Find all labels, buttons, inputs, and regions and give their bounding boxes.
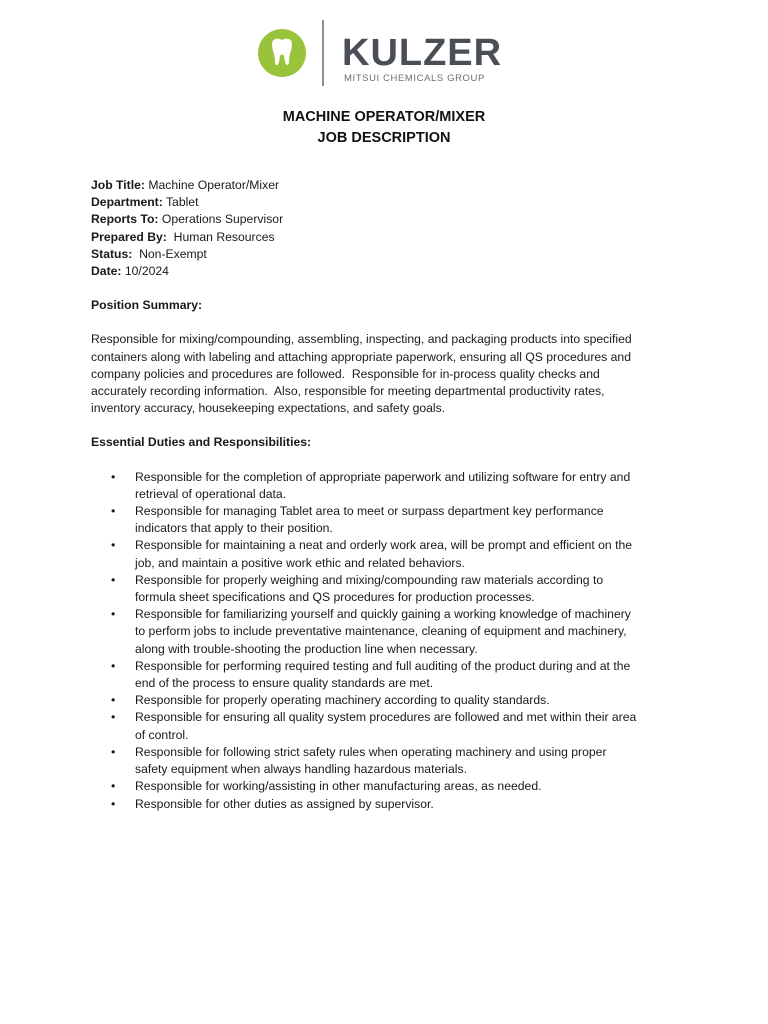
duty-line: Responsible for managing Tablet area to meet or surpass department key performance	[135, 504, 604, 519]
duty-line: formula sheet specifications and QS procedures for production processes.	[135, 590, 535, 605]
field-label: Status:	[91, 246, 133, 261]
duty-item	[91, 796, 665, 813]
bullet-icon: •	[111, 607, 116, 622]
summary-line: Responsible for mixing/compounding, assembling, inspecting, and packaging products into specified	[91, 332, 632, 347]
field-label: Job Title:	[91, 178, 145, 192]
duty-item	[91, 692, 665, 709]
duty-line: indicators that apply to their position.	[135, 521, 333, 536]
field-label: Reports To:	[91, 212, 159, 227]
duty-line: end of the process to ensure quality standards are met.	[135, 676, 434, 691]
field-value: Tablet	[162, 195, 199, 210]
field-value: Operations Supervisor	[158, 212, 284, 227]
duties-heading: Essential Duties and Responsibilities:	[91, 435, 312, 450]
bullet-icon: •	[111, 693, 116, 708]
bullet-icon: •	[111, 658, 116, 673]
duty-line: Responsible for properly weighing and mixing/compounding raw materials according to	[135, 572, 604, 587]
bullet-icon: •	[111, 796, 116, 811]
bullet-icon: •	[111, 779, 116, 794]
duty-item	[91, 744, 665, 778]
duty-line: safety equipment when always handling hazardous materials.	[135, 762, 467, 777]
logo-tagline: MITSUI CHEMICALS GROUP	[344, 73, 485, 84]
field-department	[91, 194, 671, 211]
duty-line: retrieval of operational data.	[135, 486, 287, 501]
field-value: Human Resources	[166, 229, 275, 244]
field-value: Non-Exempt	[132, 246, 207, 261]
duty-line: Responsible for working/assisting in other manufacturing areas, as needed.	[135, 779, 542, 794]
tooth-icon	[258, 20, 338, 88]
duty-item	[91, 709, 665, 743]
duty-line: Responsible for maintaining a neat and orderly work area, will be prompt and efficient on the	[135, 538, 633, 553]
field-label: Date:	[91, 264, 122, 279]
company-logo	[258, 20, 510, 88]
title-line-1: MACHINE OPERATOR/MIXER	[282, 109, 486, 125]
duty-line: Responsible for ensuring all quality system procedures are followed and met within their area	[135, 710, 637, 725]
summary-line: containers along with labeling and attaching appropriate paperwork, ensuring all QS procedures and	[91, 349, 631, 364]
duties-list	[91, 469, 671, 813]
document-body	[91, 177, 671, 813]
duty-item	[91, 503, 665, 537]
duty-item	[91, 658, 665, 692]
summary-line: company policies and procedures are followed. Responsible for in-process quality checks and	[91, 366, 600, 381]
duty-item	[91, 778, 665, 795]
duty-line: Responsible for properly operating machinery according to quality standards.	[135, 693, 550, 708]
duty-line: Responsible for the completion of appropriate paperwork and utilizing software for entry and	[135, 469, 631, 484]
duty-line: Responsible for performing required testing and full auditing of the product during and at the	[135, 658, 631, 673]
job-fields	[91, 177, 671, 280]
duty-line: to perform jobs to include preventative maintenance, cleaning of equipment and machinery,	[135, 624, 627, 639]
field-job-title	[91, 177, 671, 194]
field-value: Machine Operator/Mixer	[144, 178, 280, 192]
bullet-icon: •	[111, 572, 116, 587]
duty-line: Responsible for familiarizing yourself and quickly gaining a working knowledge of machinery	[135, 607, 631, 622]
duty-line: along with trouble-shooting the production line when necessary.	[135, 641, 478, 656]
duty-item	[91, 469, 665, 503]
field-label: Prepared By:	[91, 229, 167, 244]
duty-item	[91, 606, 665, 658]
field-status	[91, 246, 671, 263]
bullet-icon: •	[111, 504, 116, 519]
field-value: 10/2024	[121, 264, 169, 279]
duty-item	[91, 537, 665, 571]
field-label: Department:	[91, 195, 163, 210]
title-line-2: JOB DESCRIPTION	[317, 130, 451, 146]
logo-wordmark: KULZER	[342, 32, 503, 74]
duty-line: of control.	[135, 727, 189, 742]
field-reports-to	[91, 211, 671, 228]
document-title	[0, 107, 768, 149]
field-date	[91, 263, 671, 280]
bullet-icon: •	[111, 538, 116, 553]
summary-line: inventory accuracy, housekeeping expectations, and safety goals.	[91, 401, 446, 416]
position-summary-heading: Position Summary:	[91, 298, 203, 313]
bullet-icon: •	[111, 744, 116, 759]
field-prepared-by	[91, 229, 671, 246]
bullet-icon: •	[111, 469, 116, 484]
duty-item	[91, 572, 665, 606]
duty-line: job, and maintain a positive work ethic and related behaviors.	[135, 555, 465, 570]
duty-line: Responsible for other duties as assigned by supervisor.	[135, 796, 434, 811]
bullet-icon: •	[111, 710, 116, 725]
position-summary-text	[91, 331, 671, 417]
duty-line: Responsible for following strict safety rules when operating machinery and using proper	[135, 744, 607, 759]
summary-line: accurately recording information. Also, responsible for meeting departmental productivity rates,	[91, 384, 605, 399]
